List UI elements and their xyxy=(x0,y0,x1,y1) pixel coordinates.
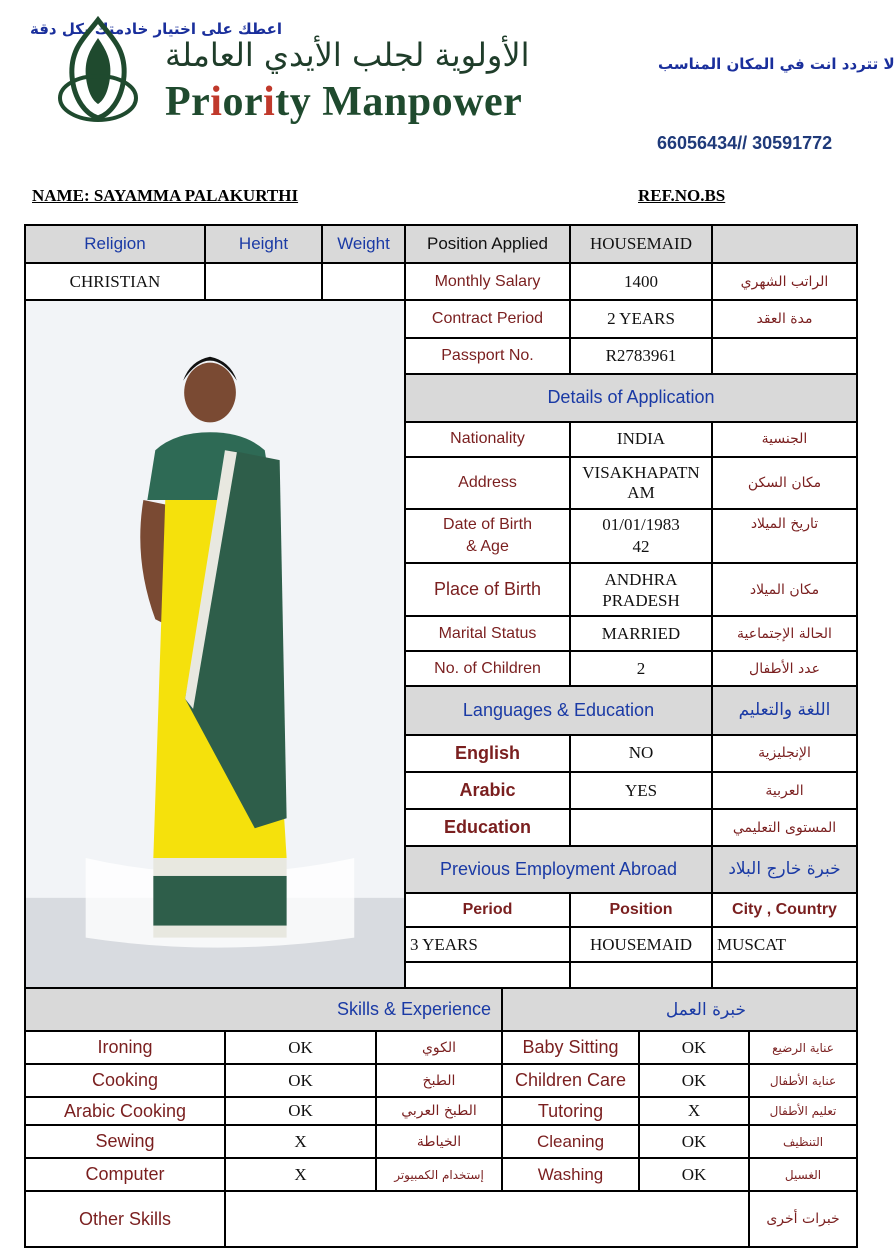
english-value: NO xyxy=(570,735,712,772)
pob-label: Place of Birth xyxy=(405,563,570,616)
religion-header: Religion xyxy=(25,225,205,263)
contract-period-value: 2 YEARS xyxy=(570,300,712,338)
skill-sewing-value: X xyxy=(225,1125,376,1158)
brand-name-english: Priority Manpower xyxy=(165,79,523,125)
employment-row-city xyxy=(712,962,857,988)
application-table xyxy=(24,224,858,1014)
address-ar: مكان السكن xyxy=(712,457,857,509)
skill-baby-sitting-label: Baby Sitting xyxy=(502,1031,639,1064)
pob-ar: مكان الميلاد xyxy=(712,563,857,616)
skill-washing-value: OK xyxy=(639,1158,749,1191)
education-value xyxy=(570,809,712,845)
address-value: VISAKHAPATN AM xyxy=(570,457,712,509)
skill-tutoring-label: Tutoring xyxy=(502,1097,639,1125)
monthly-salary-ar: الراتب الشهري xyxy=(712,263,857,300)
height-value xyxy=(205,263,322,300)
languages-header: Languages & Education xyxy=(405,686,712,735)
employment-row-position xyxy=(570,962,712,988)
passport-value: R2783961 xyxy=(570,338,712,373)
skill-children-care-value: OK xyxy=(639,1064,749,1097)
height-header: Height xyxy=(205,225,322,263)
skill-computer-label: Computer xyxy=(25,1158,225,1191)
passport-ar xyxy=(712,338,857,373)
skill-washing-label: Washing xyxy=(502,1158,639,1191)
employment-row-period xyxy=(405,962,570,988)
employment-row-city: MUSCAT xyxy=(712,927,857,962)
employment-col-period: Period xyxy=(405,893,570,927)
position-applied-value: HOUSEMAID xyxy=(570,225,712,263)
skill-cleaning-value: OK xyxy=(639,1125,749,1158)
dob-ar: تاريخ الميلاد xyxy=(712,509,857,563)
children-value: 2 xyxy=(570,651,712,685)
monthly-salary-label: Monthly Salary xyxy=(405,263,570,300)
education-label: Education xyxy=(405,809,570,845)
skill-children-care-label: Children Care xyxy=(502,1064,639,1097)
other-skills-value xyxy=(225,1191,749,1247)
skill-children-care-ar: عناية الأطفال xyxy=(749,1064,857,1097)
employment-header: Previous Employment Abroad xyxy=(405,846,712,893)
english-ar: الإنجليزية xyxy=(712,735,857,772)
marital-value: MARRIED xyxy=(570,616,712,651)
skill-washing-ar: الغسيل xyxy=(749,1158,857,1191)
skill-baby-sitting-value: OK xyxy=(639,1031,749,1064)
candidate-name: NAME: SAYAMMA PALAKURTHI xyxy=(32,186,299,205)
education-ar: المستوى التعليمي xyxy=(712,809,857,845)
skill-arabic-cooking-label: Arabic Cooking xyxy=(25,1097,225,1125)
candidate-photo-image xyxy=(26,301,404,987)
candidate-photo xyxy=(25,300,405,988)
employment-header-ar: خبرة خارج البلاد xyxy=(712,846,857,893)
children-ar: عدد الأطفال xyxy=(712,651,857,685)
contract-period-ar: مدة العقد xyxy=(712,300,857,338)
skill-arabic-cooking-value: OK xyxy=(225,1097,376,1125)
weight-header: Weight xyxy=(322,225,405,263)
other-skills-ar: خبرات أخرى xyxy=(749,1191,857,1247)
phone-numbers: 66056434// 30591772 xyxy=(657,133,833,153)
details-header: Details of Application xyxy=(405,374,857,422)
reference-number: REF.NO.BS xyxy=(638,186,726,205)
skill-cooking-ar: الطبخ xyxy=(376,1064,502,1097)
marital-label: Marital Status xyxy=(405,616,570,651)
monthly-salary-value: 1400 xyxy=(570,263,712,300)
pob-value: ANDHRA PRADESH xyxy=(570,563,712,616)
dob-label: Date of Birth & Age xyxy=(405,509,570,563)
skills-header-ar: خبرة العمل xyxy=(502,988,857,1031)
address-label: Address xyxy=(405,457,570,509)
skills-table xyxy=(24,987,858,1248)
arabic-ar: العربية xyxy=(712,772,857,809)
arabic-value: YES xyxy=(570,772,712,809)
skill-baby-sitting-ar: عناية الرضيع xyxy=(749,1031,857,1064)
skill-cleaning-ar: التنظيف xyxy=(749,1125,857,1158)
skill-cleaning-label: Cleaning xyxy=(502,1125,639,1158)
languages-header-ar: اللغة والتعليم xyxy=(712,686,857,735)
tagline-arabic: اعطك على اختيار خادمتك بكل دقة xyxy=(30,20,282,38)
skill-ironing-value: OK xyxy=(225,1031,376,1064)
company-logo-icon xyxy=(52,14,144,126)
employment-row-position: HOUSEMAID xyxy=(570,927,712,962)
skill-tutoring-value: X xyxy=(639,1097,749,1125)
skill-ironing-ar: الكوي xyxy=(376,1031,502,1064)
nationality-ar: الجنسية xyxy=(712,422,857,457)
skill-sewing-label: Sewing xyxy=(25,1125,225,1158)
skill-cooking-label: Cooking xyxy=(25,1064,225,1097)
passport-label: Passport No. xyxy=(405,338,570,373)
skill-cooking-value: OK xyxy=(225,1064,376,1097)
children-label: No. of Children xyxy=(405,651,570,685)
employment-col-position: Position xyxy=(570,893,712,927)
marital-ar: الحالة الإجتماعية xyxy=(712,616,857,651)
position-applied-ar xyxy=(712,225,857,263)
arabic-label: Arabic xyxy=(405,772,570,809)
weight-value xyxy=(322,263,405,300)
slogan-arabic: لا تتردد انت في المكان المناسب xyxy=(658,55,895,73)
contract-period-label: Contract Period xyxy=(405,300,570,338)
skill-sewing-ar: الخياطة xyxy=(376,1125,502,1158)
skill-computer-value: X xyxy=(225,1158,376,1191)
skill-ironing-label: Ironing xyxy=(25,1031,225,1064)
position-applied-label: Position Applied xyxy=(405,225,570,263)
employment-row-period: 3 YEARS xyxy=(405,927,570,962)
religion-value: CHRISTIAN xyxy=(25,263,205,300)
skill-computer-ar: إستخدام الكمبيوتر xyxy=(376,1158,502,1191)
other-skills-label: Other Skills xyxy=(25,1191,225,1247)
nationality-label: Nationality xyxy=(405,422,570,457)
skills-header: Skills & Experience xyxy=(25,988,502,1031)
dob-value: 01/01/1983 42 xyxy=(570,509,712,563)
skill-arabic-cooking-ar: الطبخ العربي xyxy=(376,1097,502,1125)
brand-name-arabic: الأولوية لجلب الأيدي العاملة xyxy=(165,36,530,74)
english-label: English xyxy=(405,735,570,772)
employment-col-city: City , Country xyxy=(712,893,857,927)
skill-tutoring-ar: تعليم الأطفال xyxy=(749,1097,857,1125)
nationality-value: INDIA xyxy=(570,422,712,457)
